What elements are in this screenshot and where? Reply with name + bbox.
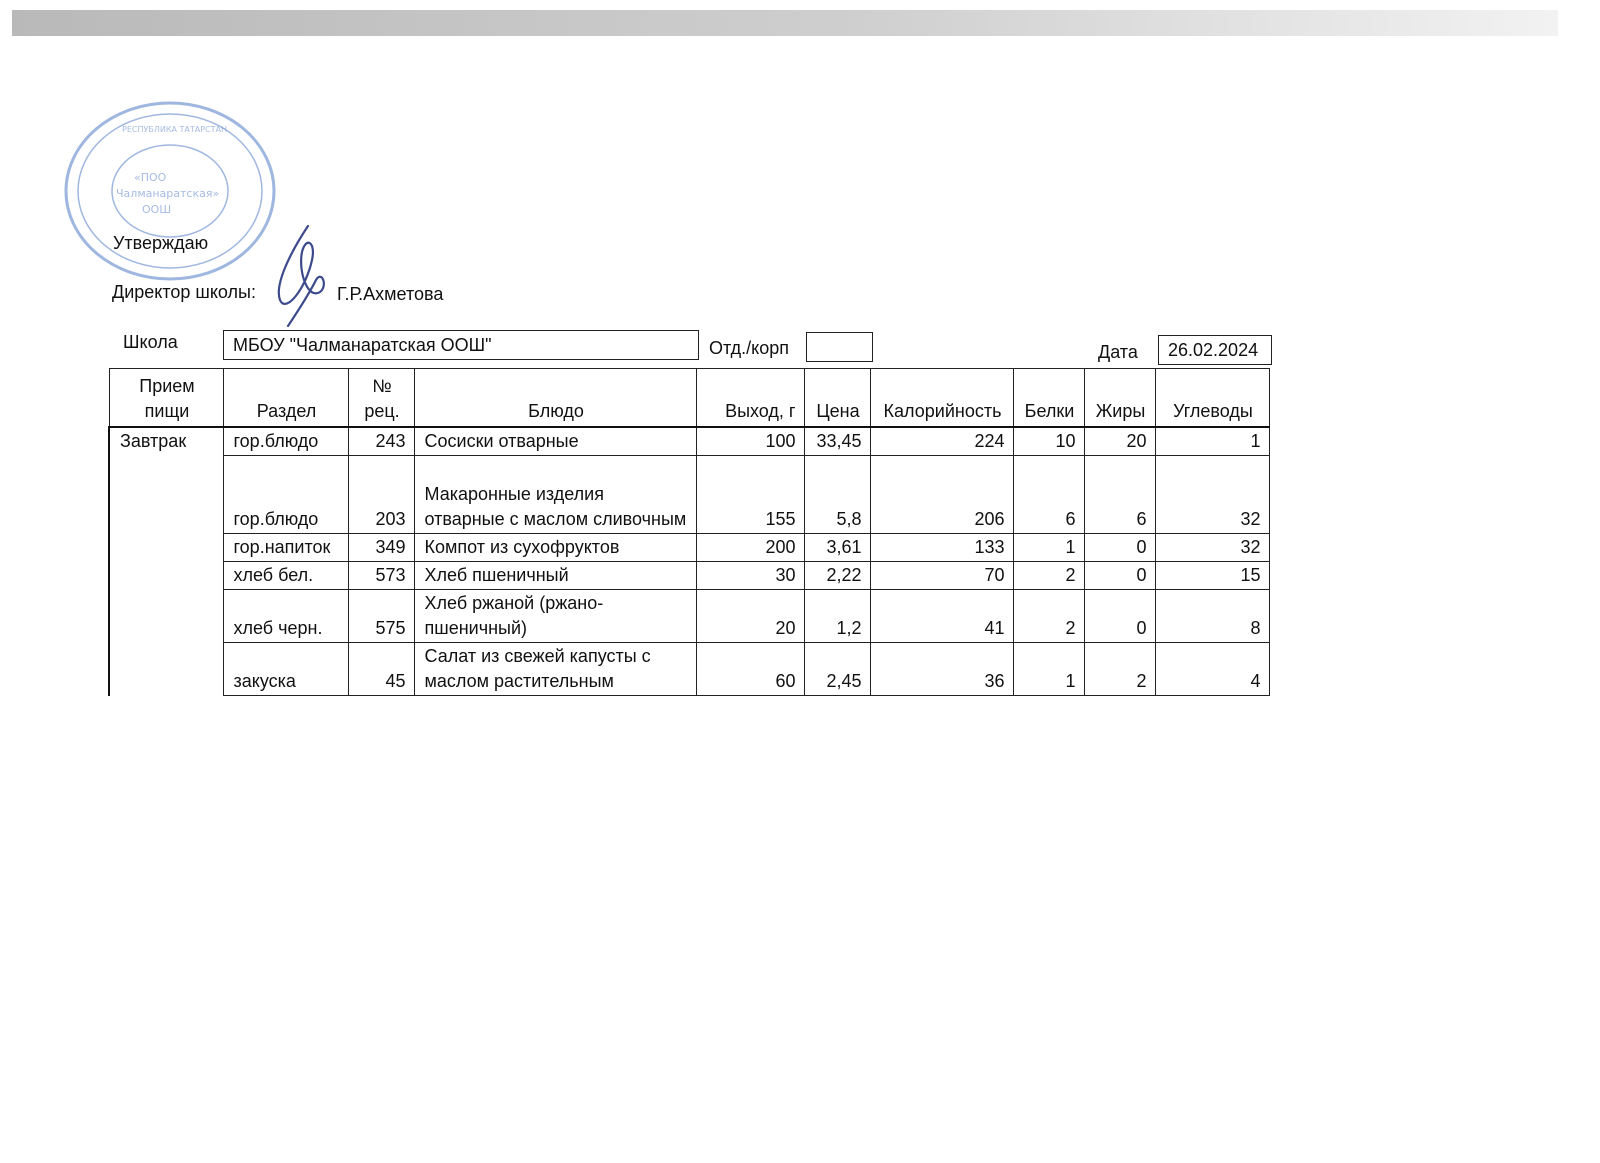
col-header-calories: Калорийность [870, 369, 1013, 428]
fat-cell: 0 [1084, 590, 1155, 643]
recipe-cell: 349 [348, 534, 414, 562]
weight-cell: 20 [696, 590, 804, 643]
school-seal-stamp [60, 96, 280, 286]
col-header-section: Раздел [223, 369, 348, 428]
svg-text:РЕСПУБЛИКА ТАТАРСТАН: РЕСПУБЛИКА ТАТАРСТАН [122, 125, 228, 134]
svg-text:«ПОО: «ПОО [134, 171, 167, 184]
protein-cell: 1 [1013, 534, 1084, 562]
col-header-meal: Прием пищи [109, 369, 223, 428]
dish-cell: Хлеб ржаной (ржано-пшеничный) [414, 590, 696, 643]
protein-cell: 1 [1013, 643, 1084, 696]
section-cell: хлеб бел. [223, 562, 348, 590]
price-cell: 2,45 [804, 643, 870, 696]
col-header-carbs: Углеводы [1155, 369, 1269, 428]
calories-cell: 224 [870, 427, 1013, 456]
dish-cell: Макаронные изделия отварные с маслом сливочным [414, 456, 696, 534]
calories-cell: 70 [870, 562, 1013, 590]
recipe-cell: 575 [348, 590, 414, 643]
carbs-cell: 32 [1155, 456, 1269, 534]
table-header-row [109, 369, 1269, 428]
meal-cell: Завтрак [109, 427, 223, 696]
table-row [109, 456, 1269, 534]
scan-edge-band [12, 10, 1558, 36]
director-label: Директор школы: [112, 282, 256, 302]
carbs-cell: 32 [1155, 534, 1269, 562]
director-name: Г.Р.Ахметова [337, 284, 444, 304]
dish-cell: Салат из свежей капусты с маслом растительным [414, 643, 696, 696]
protein-cell: 6 [1013, 456, 1084, 534]
col-header-price: Цена [804, 369, 870, 428]
weight-cell: 100 [696, 427, 804, 456]
fat-cell: 0 [1084, 562, 1155, 590]
protein-cell: 10 [1013, 427, 1084, 456]
carbs-cell: 15 [1155, 562, 1269, 590]
fat-cell: 2 [1084, 643, 1155, 696]
col-header-protein: Белки [1013, 369, 1084, 428]
approve-label: Утверждаю [113, 233, 209, 253]
price-cell: 5,8 [804, 456, 870, 534]
section-cell: гор.блюдо [223, 427, 348, 456]
price-cell: 33,45 [804, 427, 870, 456]
menu-table [108, 368, 1270, 696]
carbs-cell: 4 [1155, 643, 1269, 696]
date-field: 26.02.2024 [1158, 335, 1272, 365]
weight-cell: 30 [696, 562, 804, 590]
table-row [109, 427, 1269, 456]
price-cell: 2,22 [804, 562, 870, 590]
price-cell: 3,61 [804, 534, 870, 562]
calories-cell: 41 [870, 590, 1013, 643]
table-row [109, 643, 1269, 696]
table-row [109, 562, 1269, 590]
carbs-cell: 8 [1155, 590, 1269, 643]
carbs-cell: 1 [1155, 427, 1269, 456]
recipe-cell: 573 [348, 562, 414, 590]
protein-cell: 2 [1013, 562, 1084, 590]
director-signature [262, 222, 334, 330]
fat-cell: 20 [1084, 427, 1155, 456]
recipe-cell: 203 [348, 456, 414, 534]
fat-cell: 0 [1084, 534, 1155, 562]
section-cell: закуска [223, 643, 348, 696]
weight-cell: 60 [696, 643, 804, 696]
section-cell: хлеб черн. [223, 590, 348, 643]
col-header-fat: Жиры [1084, 369, 1155, 428]
date-label: Дата [1098, 342, 1138, 362]
recipe-cell: 45 [348, 643, 414, 696]
weight-cell: 200 [696, 534, 804, 562]
dish-cell: Хлеб пшеничный [414, 562, 696, 590]
section-cell: гор.напиток [223, 534, 348, 562]
table-row [109, 590, 1269, 643]
dish-cell: Сосиски отварные [414, 427, 696, 456]
protein-cell: 2 [1013, 590, 1084, 643]
recipe-cell: 243 [348, 427, 414, 456]
col-header-recipe: № рец. [348, 369, 414, 428]
section-cell: гор.блюдо [223, 456, 348, 534]
calories-cell: 133 [870, 534, 1013, 562]
dept-field [806, 332, 873, 362]
calories-cell: 36 [870, 643, 1013, 696]
fat-cell: 6 [1084, 456, 1155, 534]
weight-cell: 155 [696, 456, 804, 534]
svg-text:Чалманаратская»: Чалманаратская» [116, 187, 220, 200]
col-header-weight: Выход, г [696, 369, 804, 428]
svg-text:ООШ: ООШ [142, 203, 172, 216]
table-row [109, 534, 1269, 562]
school-label: Школа [123, 332, 178, 352]
col-header-dish: Блюдо [414, 369, 696, 428]
dept-label: Отд./корп [709, 338, 789, 358]
dish-cell: Компот из сухофруктов [414, 534, 696, 562]
calories-cell: 206 [870, 456, 1013, 534]
school-field: МБОУ "Чалманаратская ООШ" [223, 330, 699, 360]
price-cell: 1,2 [804, 590, 870, 643]
